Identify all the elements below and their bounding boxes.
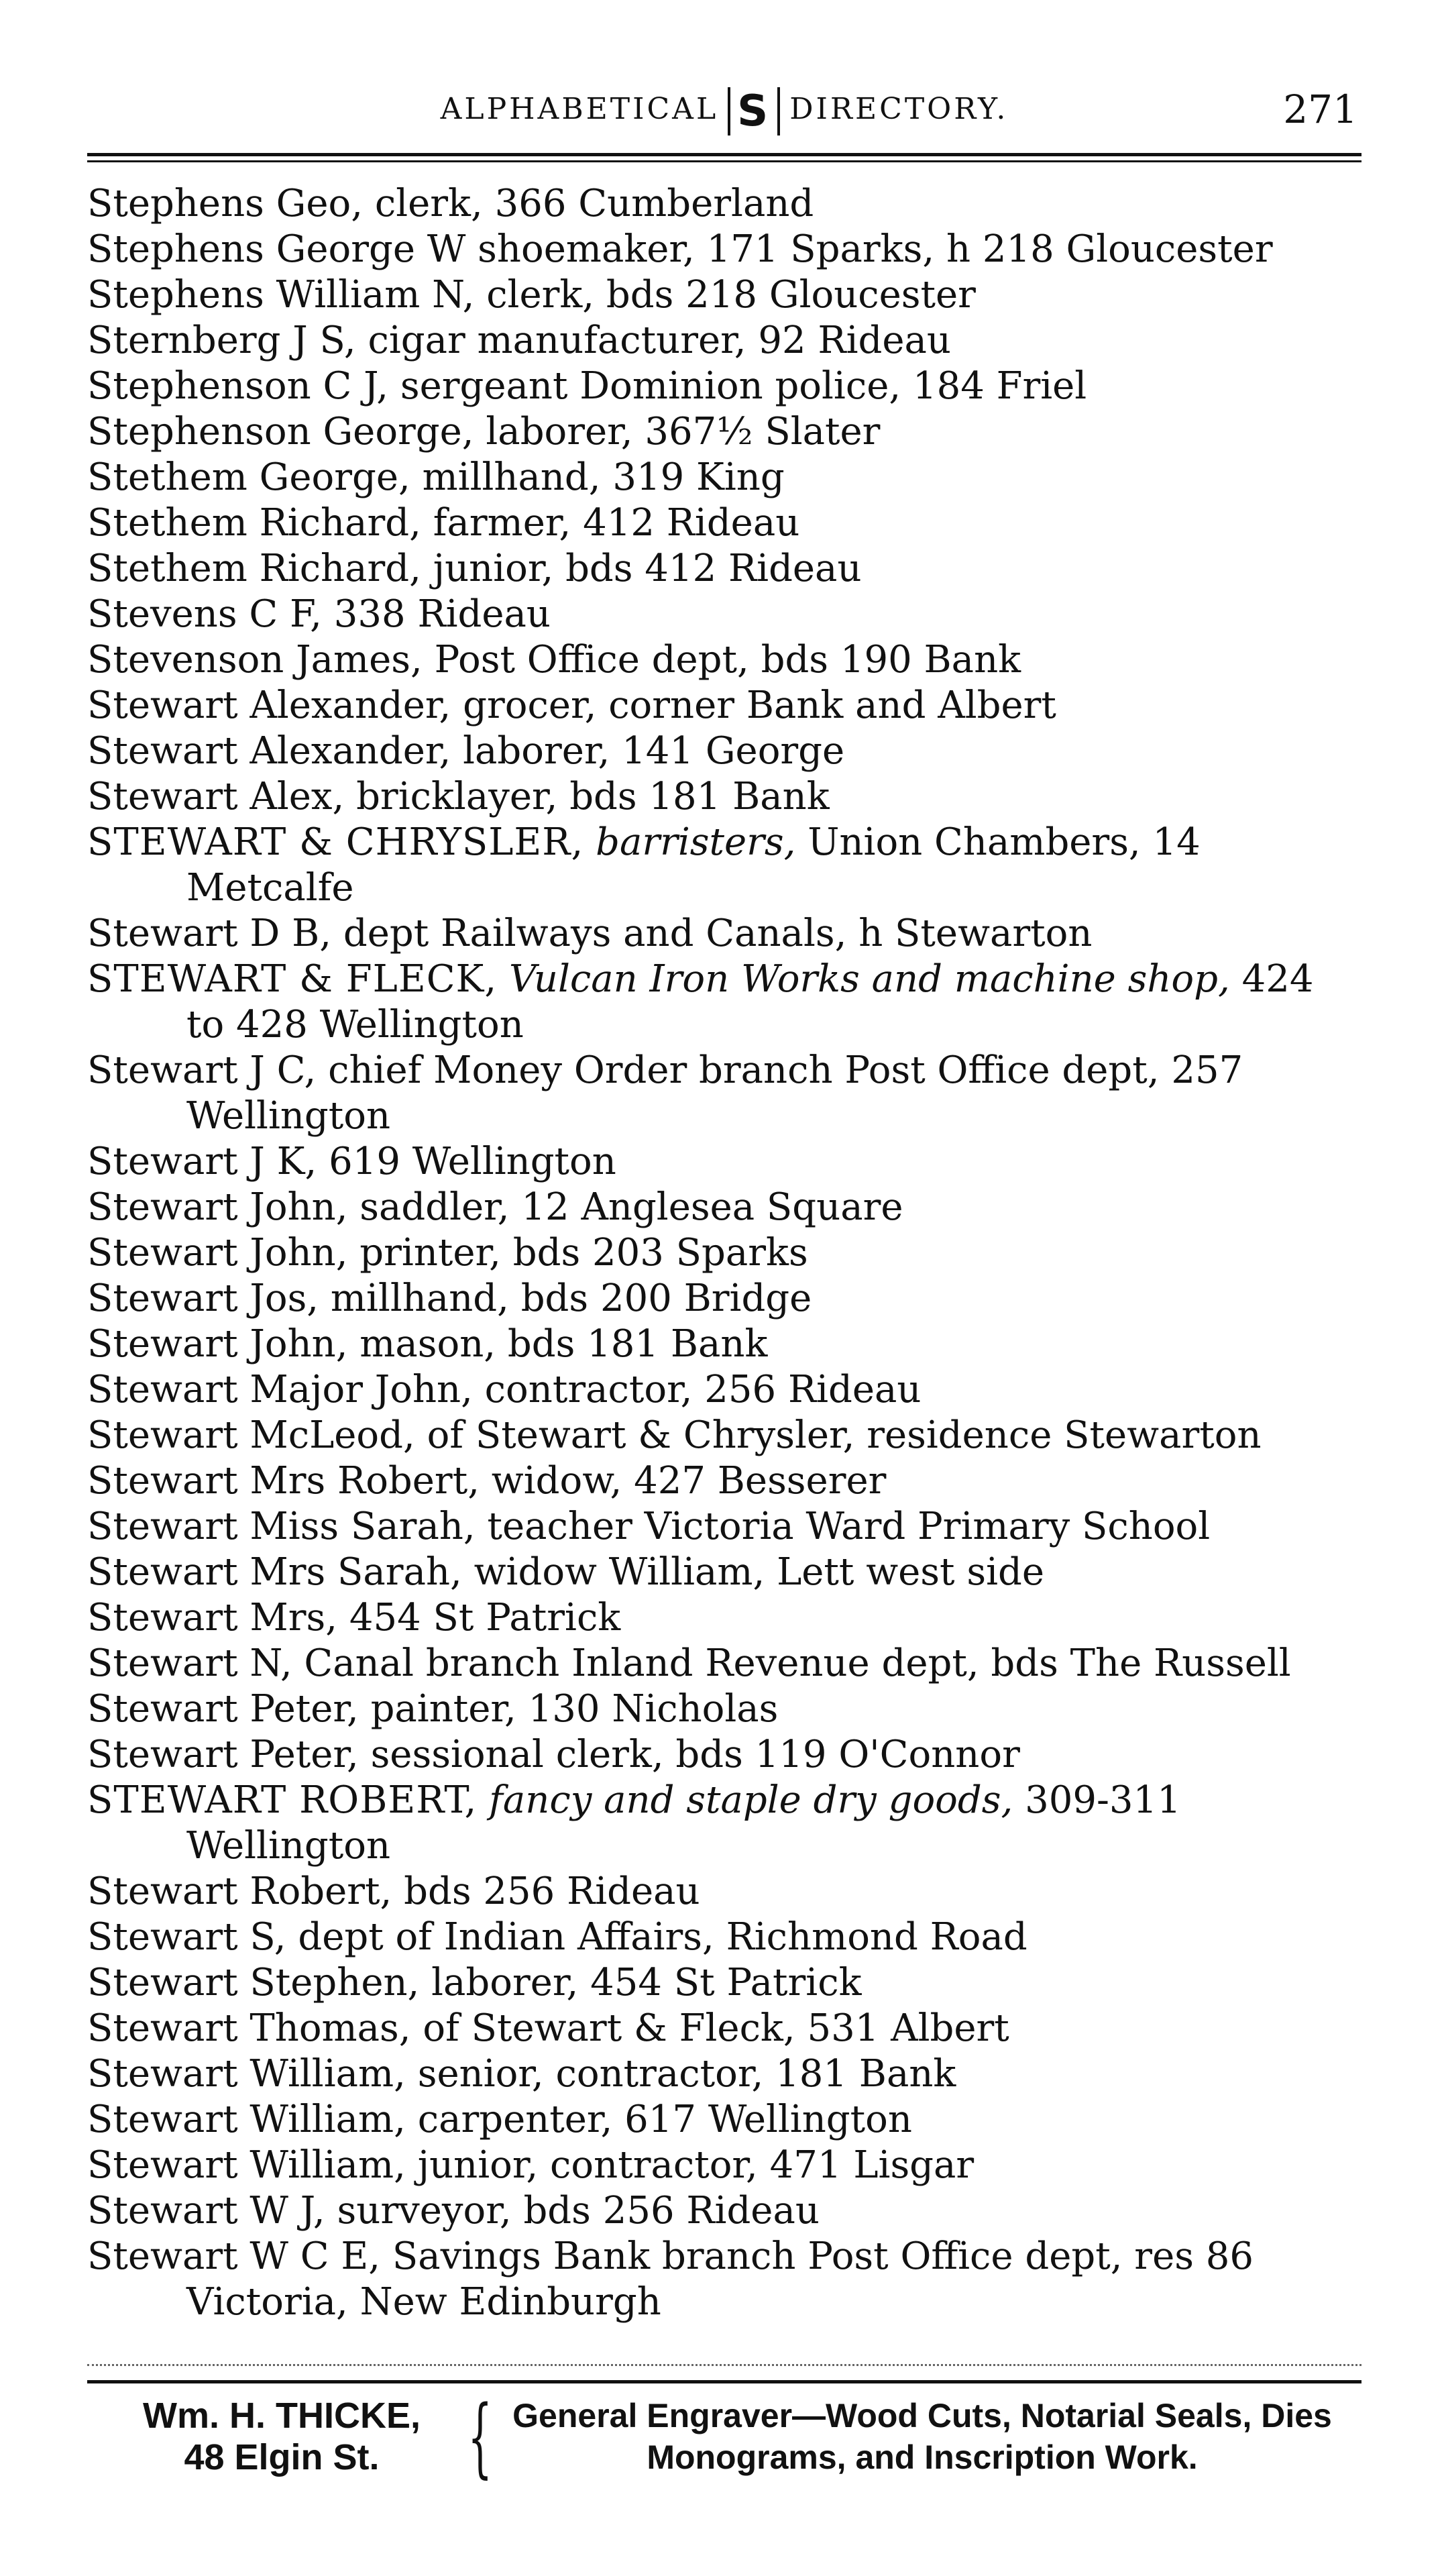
advertiser-address: 48 Elgin St. xyxy=(184,2437,380,2477)
page-header xyxy=(87,79,1361,140)
directory-entry xyxy=(87,1960,1361,2006)
entry-text: Stethem Richard, junior, bds 412 Rideau xyxy=(87,547,862,590)
directory-entry xyxy=(87,1458,1361,1504)
directory-entry xyxy=(87,1595,1361,1641)
directory-entry xyxy=(87,2188,1361,2234)
directory-entry xyxy=(87,729,1361,774)
entry-business: Vulcan Iron Works and machine shop, xyxy=(509,957,1230,1001)
entry-firm-name: STEWART ROBERT, xyxy=(87,1778,478,1822)
directory-entry xyxy=(87,272,1361,318)
entry-text: Stewart William, carpenter, 617 Wellington xyxy=(87,2098,912,2141)
entry-text: Stewart Thomas, of Stewart & Fleck, 531 Albert xyxy=(87,2006,1009,2050)
entry-text: Stewart W C E, Savings Bank branch Post Office dept, res 86 Victoria, New Edinburgh xyxy=(87,2235,1254,2324)
entry-text: Stephens Geo, clerk, 366 Cumberland xyxy=(87,182,814,225)
entry-text: Stewart Robert, bds 256 Rideau xyxy=(87,1870,700,1913)
entry-text: Stethem Richard, farmer, 412 Rideau xyxy=(87,501,800,545)
entry-firm-name: STEWART & FLECK, xyxy=(87,957,498,1001)
directory-entry xyxy=(87,227,1361,272)
directory-entry xyxy=(87,1732,1361,1778)
entry-text: Stewart Peter, sessional clerk, bds 119 O'Connor xyxy=(87,1733,1020,1776)
directory-entry xyxy=(87,2234,1361,2325)
entry-text: Stewart John, mason, bds 181 Bank xyxy=(87,1322,768,1366)
entry-text: Stewart Major John, contractor, 256 Rideau xyxy=(87,1368,922,1411)
directory-entry xyxy=(87,181,1361,227)
entry-text: Stewart W J, surveyor, bds 256 Rideau xyxy=(87,2189,820,2233)
entry-text: Stewart John, printer, bds 203 Sparks xyxy=(87,1231,808,1275)
brace-divider: { xyxy=(467,2387,493,2487)
entry-text: Stewart McLeod, of Stewart & Chrysler, residence Stewarton xyxy=(87,1413,1262,1457)
entry-business: barristers, xyxy=(596,820,796,864)
directory-entry xyxy=(87,409,1361,455)
entry-text: Sternberg J S, cigar manufacturer, 92 Rideau xyxy=(87,319,951,362)
entry-text: Stephenson C J, sergeant Dominion police, 184 Friel xyxy=(87,364,1087,408)
end-dotted-rule xyxy=(87,2364,1361,2366)
entry-text: Stewart Alexander, grocer, corner Bank and Albert xyxy=(87,684,1056,727)
directory-entry xyxy=(87,820,1361,911)
entry-business: fancy and staple dry goods, xyxy=(489,1778,1013,1822)
directory-entry xyxy=(87,637,1361,683)
entry-text: Stephenson George, laborer, 367½ Slater xyxy=(87,410,881,453)
entry-text: Union Chambers, 14 Metcalfe xyxy=(186,820,1201,910)
directory-entry xyxy=(87,1641,1361,1686)
directory-entry xyxy=(87,2051,1361,2097)
directory-entry xyxy=(87,1915,1361,1960)
directory-entry xyxy=(87,1276,1361,1322)
directory-entry xyxy=(87,2006,1361,2051)
directory-entry xyxy=(87,1778,1361,1869)
directory-entry xyxy=(87,592,1361,637)
directory-entry xyxy=(87,1367,1361,1413)
directory-entry xyxy=(87,2097,1361,2143)
ad-line-1: General Engraver—Wood Cuts, Notarial Seals, Dies xyxy=(512,2397,1332,2434)
footer-rule xyxy=(87,2380,1361,2383)
directory-entry xyxy=(87,455,1361,500)
entry-text: Stevenson James, Post Office dept, bds 190 Bank xyxy=(87,638,1021,682)
advertisement-text xyxy=(483,2395,1361,2478)
entry-text: Stewart N, Canal branch Inland Revenue dept, bds The Russell xyxy=(87,1642,1291,1685)
directory-entries xyxy=(87,181,1361,2325)
entry-text: Stewart John, saddler, 12 Anglesea Square xyxy=(87,1185,903,1229)
ad-line-2: Monograms, and Inscription Work. xyxy=(647,2438,1198,2476)
entry-text: Stephens William N, clerk, bds 218 Gloucester xyxy=(87,273,976,317)
entry-text: Stewart D B, dept Railways and Canals, h Stewarton xyxy=(87,912,1093,955)
directory-entry xyxy=(87,1139,1361,1185)
entry-text: Stewart J C, chief Money Order branch Post Office dept, 257 Wellington xyxy=(87,1049,1243,1138)
directory-entry xyxy=(87,911,1361,957)
entry-text: Stewart Mrs, 454 St Patrick xyxy=(87,1596,621,1640)
advertiser-name: Wm. H. THICKE, xyxy=(143,2396,421,2436)
entry-text: Stewart Mrs Robert, widow, 427 Besserer xyxy=(87,1459,887,1503)
advertisement-footer xyxy=(87,2387,1361,2487)
running-head xyxy=(87,79,1361,140)
directory-entry xyxy=(87,2143,1361,2188)
directory-entry xyxy=(87,1686,1361,1732)
entry-text: Stethem George, millhand, 319 King xyxy=(87,455,785,499)
entry-text: Stevens C F, 338 Rideau xyxy=(87,592,551,636)
entry-text: Stephens George W shoemaker, 171 Sparks, h 218 Gloucester xyxy=(87,227,1273,271)
entry-text: Stewart William, senior, contractor, 181 Bank xyxy=(87,2052,956,2096)
running-head-left: ALPHABETICAL xyxy=(440,92,719,126)
entry-text: Stewart Miss Sarah, teacher Victoria Ward Primary School xyxy=(87,1505,1211,1548)
directory-entry xyxy=(87,500,1361,546)
directory-entry xyxy=(87,1869,1361,1915)
entry-text: Stewart Mrs Sarah, widow William, Lett west side xyxy=(87,1550,1044,1594)
directory-entry xyxy=(87,774,1361,820)
entry-text: Stewart J K, 619 Wellington xyxy=(87,1140,616,1183)
directory-entry xyxy=(87,1322,1361,1367)
entry-text: 309-311 Wellington xyxy=(186,1778,1181,1868)
entry-firm-name: STEWART & CHRYSLER, xyxy=(87,820,584,864)
entry-text: Stewart Alexander, laborer, 141 George xyxy=(87,729,845,773)
directory-entry xyxy=(87,1230,1361,1276)
directory-entry xyxy=(87,318,1361,364)
directory-entry xyxy=(87,957,1361,1048)
directory-entry xyxy=(87,1504,1361,1550)
header-rule xyxy=(87,153,1361,162)
directory-entry xyxy=(87,683,1361,729)
advertiser-block xyxy=(94,2395,469,2478)
page-number: 271 xyxy=(1283,87,1357,132)
section-letter: S xyxy=(728,87,780,136)
entry-text: Stewart William, junior, contractor, 471 Lisgar xyxy=(87,2143,975,2187)
entry-text: 424 to 428 Wellington xyxy=(186,957,1314,1046)
directory-entry xyxy=(87,1550,1361,1595)
entry-text: Stewart Jos, millhand, bds 200 Bridge xyxy=(87,1277,812,1320)
entry-text: Stewart Alex, bricklayer, bds 181 Bank xyxy=(87,775,830,818)
entry-text: Stewart Stephen, laborer, 454 St Patrick xyxy=(87,1961,862,2004)
directory-entry xyxy=(87,1413,1361,1458)
running-head-right: DIRECTORY. xyxy=(789,92,1009,126)
directory-entry xyxy=(87,1048,1361,1139)
entry-text: Stewart Peter, painter, 130 Nicholas xyxy=(87,1687,779,1731)
directory-entry xyxy=(87,546,1361,592)
directory-entry xyxy=(87,1185,1361,1230)
directory-entry xyxy=(87,364,1361,409)
entry-text: Stewart S, dept of Indian Affairs, Richmond Road xyxy=(87,1915,1027,1959)
